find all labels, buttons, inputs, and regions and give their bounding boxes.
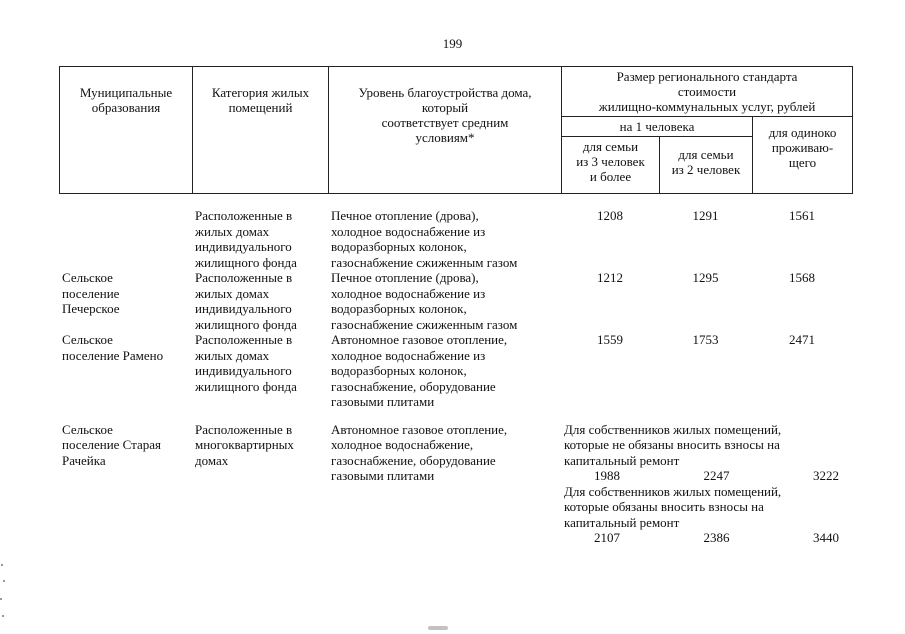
value-single: 1568	[789, 270, 815, 285]
value-family3: 1988	[594, 468, 620, 483]
note-capital-repair: Для собственников жилых помещений, которые обязаны вносить взносы на капитальный ремонт	[564, 483, 782, 530]
page-number: 199	[442, 36, 463, 51]
level-cell: Автономное газовое отопление, холодное водоснабжение, газоснабжение, оборудование газовыми плитами	[331, 421, 508, 483]
scan-margin-marks	[0, 560, 6, 630]
municipality-cell	[59, 208, 192, 270]
municipality-cell: Сельское поселение Старая Рачейка	[62, 421, 162, 468]
value-family3: 1212	[597, 270, 623, 285]
level-cell: Печное отопление (дрова), холодное водоснабжение из водоразборных колонок, газоснабжение сжиженным газом	[331, 208, 518, 270]
value-family2: 1295	[692, 270, 719, 285]
scan-smudge	[428, 626, 448, 630]
header-level: Уровень благоустройства дома, который соответствует средним условиям*	[329, 67, 562, 194]
header-per-person: на 1 человека	[562, 117, 753, 137]
values-capital-repair	[564, 530, 849, 546]
value-single: 3440	[813, 530, 839, 545]
municipality-cell: Сельское поселение Рамено	[62, 332, 164, 363]
value-family3: 1208	[597, 208, 623, 223]
table-row	[59, 410, 852, 546]
table-row	[59, 270, 852, 332]
values-no-capital-repair	[564, 468, 849, 484]
header-municipality: Муниципальные образования	[60, 67, 193, 194]
level-cell: Печное отопление (дрова), холодное водоснабжение из водоразборных колонок, газоснабжение сжиженным газом	[331, 270, 518, 332]
header-family3: для семьи из 3 человек и более	[562, 137, 660, 194]
split-values-cell	[561, 410, 852, 546]
value-family2: 2386	[703, 530, 730, 545]
value-single: 1561	[789, 208, 815, 223]
category-cell: Расположенные в жилых домах индивидуального жилищного фонда	[195, 332, 297, 394]
header-family2: для семьи из 2 человек	[660, 137, 753, 194]
value-family3: 2107	[594, 530, 620, 545]
header-category: Категория жилых помещений	[193, 67, 329, 194]
value-family2: 1753	[692, 332, 719, 347]
municipality-cell: Сельское поселение Печерское	[62, 270, 120, 316]
category-cell: Расположенные в жилых домах индивидуального жилищного фонда	[195, 270, 297, 332]
table-row	[59, 208, 852, 270]
category-cell: Расположенные в многоквартирных домах	[195, 421, 294, 468]
table-body	[59, 208, 852, 546]
value-family2: 2247	[703, 468, 730, 483]
value-family2: 1291	[692, 208, 719, 223]
level-cell: Автономное газовое отопление, холодное водоснабжение из водоразборных колонок, газоснабжение, оборудование газовыми плитами	[331, 332, 508, 409]
table-row	[59, 332, 852, 410]
table-header	[59, 66, 853, 194]
value-family3: 1559	[597, 332, 623, 347]
category-cell: Расположенные в жилых домах индивидуального жилищного фонда	[195, 208, 297, 270]
note-no-capital-repair: Для собственников жилых помещений, которые не обязаны вносить взносы на капитальный ремонт	[564, 421, 782, 468]
header-size: Размер регионального стандарта стоимости жилищно-коммунальных услуг, рублей	[562, 67, 853, 117]
value-single: 3222	[813, 468, 839, 483]
value-single: 2471	[789, 332, 815, 347]
header-single: для одиноко проживаю- щего	[753, 117, 853, 194]
